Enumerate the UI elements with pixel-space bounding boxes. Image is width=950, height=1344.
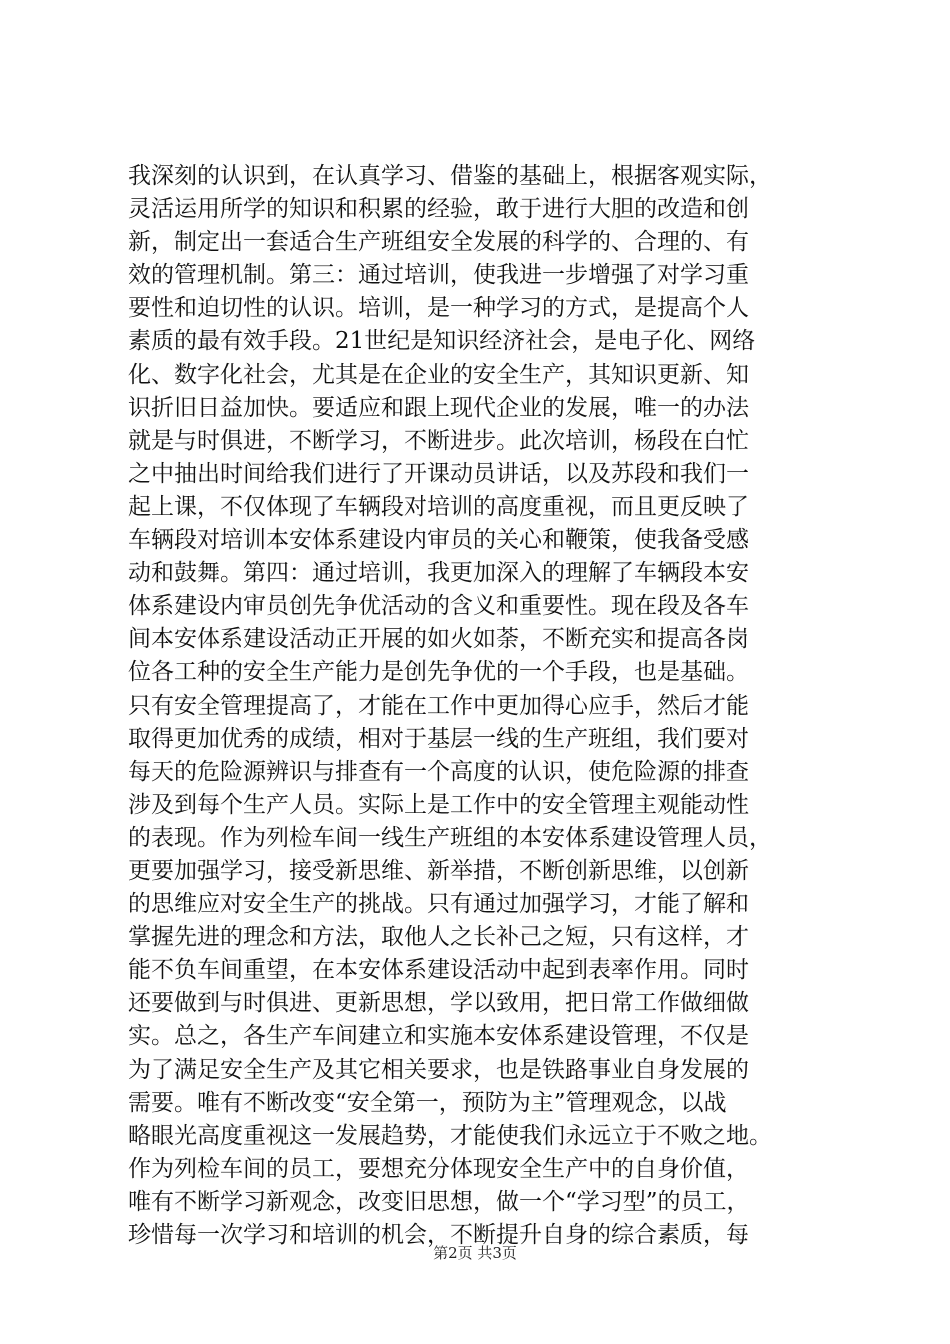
text-line: 掌握先进的理念和方法，取他人之长补己之短，只有这样，才 [128, 924, 749, 951]
text-line: 的思维应对安全生产的挑战。只有通过加强学习，才能了解和 [128, 891, 749, 918]
text-line: 唯有不断学习新观念，改变旧思想，做一个“学习型”的员工， [128, 1188, 750, 1215]
text-line: 间本安体系建设活动正开展的如火如荼，不断充实和提高各岗 [128, 626, 749, 653]
text-line: 需要。唯有不断改变“安全第一，预防为主”管理观念，以战 [128, 1089, 727, 1116]
text-line: 体系建设内审员创先争优活动的含义和重要性。现在段及各车 [128, 593, 749, 620]
text-line: 作为列检车间的员工，要想充分体现安全生产中的自身价值， [128, 1155, 749, 1182]
text-line: 只有安全管理提高了，才能在工作中更加得心应手，然后才能 [128, 692, 749, 719]
text-line: 就是与时俱进，不断学习，不断进步。此次培训，杨段在白忙 [128, 427, 749, 454]
text-line: 略眼光高度重视这一发展趋势，才能使我们永远立于不败之地。 [128, 1122, 772, 1149]
text-line: 珍惜每一次学习和培训的机会，不断提升自身的综合素质，每 [128, 1222, 749, 1248]
text-line: 起上课，不仅体现了车辆段对培训的高度重视，而且更反映了 [128, 493, 749, 520]
text-line: 涉及到每个生产人员。实际上是工作中的安全管理主观能动性 [128, 791, 749, 818]
text-line: 之中抽出时间给我们进行了开课动员讲话，以及苏段和我们一 [128, 460, 749, 487]
text-line: 要性和迫切性的认识。培训，是一种学习的方式，是提高个人 [128, 295, 749, 322]
text-line: 新，制定出一套适合生产班组安全发展的科学的、合理的、有 [128, 229, 749, 256]
text-line: 化、数字化社会，尤其是在企业的安全生产，其知识更新、知 [128, 361, 749, 388]
text-line: 还要做到与时俱进、更新思想，学以致用，把日常工作做细做 [128, 990, 749, 1017]
text-line: 的表现。作为列检车间一线生产班组的本安体系建设管理人员， [128, 824, 772, 851]
body-text [128, 160, 828, 1252]
text-line: 识折旧日益加快。要适应和跟上现代企业的发展，唯一的办法 [128, 394, 749, 421]
text-line: 素质的最有效手段。21世纪是知识经济社会，是电子化、网络 [128, 328, 756, 355]
text-line: 动和鼓舞。第四：通过培训，我更加深入的理解了车辆段本安 [128, 560, 749, 587]
text-line: 能不负车间重望，在本安体系建设活动中起到表率作用。同时 [128, 957, 749, 984]
text-line: 取得更加优秀的成绩，相对于基层一线的生产班组，我们要对 [128, 725, 749, 752]
text-line: 为了满足安全生产及其它相关要求，也是铁路事业自身发展的 [128, 1056, 749, 1083]
text-line: 灵活运用所学的知识和积累的经验，敢于进行大胆的改造和创 [128, 196, 749, 223]
text-line: 效的管理机制。第三：通过培训，使我进一步增强了对学习重 [128, 262, 749, 289]
text-line: 实。总之，各生产车间建立和实施本安体系建设管理，不仅是 [128, 1023, 749, 1050]
text-line: 每天的危险源辨识与排查有一个高度的认识，使危险源的排查 [128, 758, 749, 785]
text-line: 我深刻的认识到，在认真学习、借鉴的基础上，根据客观实际， [128, 163, 772, 189]
text-line: 更要加强学习，接受新思维、新举措，不断创新思维，以创新 [128, 857, 749, 884]
text-line: 车辆段对培训本安体系建设内审员的关心和鞭策，使我备受感 [128, 527, 749, 554]
page-footer: 第2页 共3页 [433, 1244, 517, 1262]
text-line: 位各工种的安全生产能力是创先争优的一个手段，也是基础。 [128, 659, 749, 686]
